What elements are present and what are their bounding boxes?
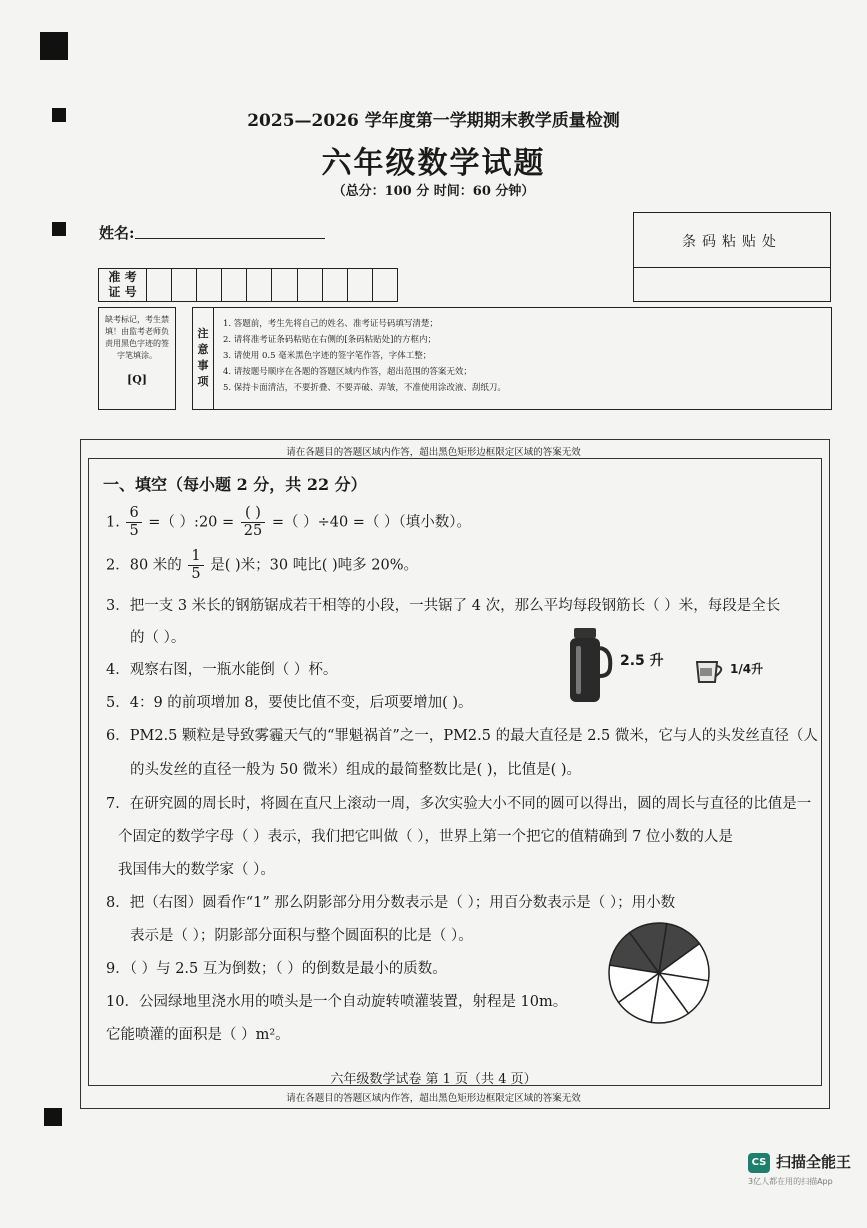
ticket-digit-cell[interactable] xyxy=(222,269,247,301)
ticket-digit-cell[interactable] xyxy=(247,269,272,301)
thermos-bottle-icon xyxy=(566,626,616,706)
ticket-digit-cell[interactable] xyxy=(272,269,297,301)
question-5: 5．4：9 的前项增加 8，要使比值不变，后项要增加( )。 xyxy=(106,695,473,711)
camscanner-tagline: 3亿人都在用的扫描App xyxy=(748,1177,833,1186)
ticket-digit-cell[interactable] xyxy=(373,269,397,301)
question-10-line-1: 10．公园绿地里浇水用的喷头是一个自动旋转喷灌装置，射程是 10m。 xyxy=(106,994,568,1010)
barcode-divider xyxy=(634,267,830,268)
exam-meta: （总分：100 分 时间：60 分钟） xyxy=(332,184,535,199)
bottle-volume-label: 2.5 升 xyxy=(620,653,664,669)
question-7-line-3: 我国伟大的数学家（ ）。 xyxy=(118,862,275,878)
notice-item: 4. 请按题号顺序在各题的答题区域内作答，超出范围的答案无效； xyxy=(223,367,472,377)
notice-item: 2. 请将准考证条码粘贴在右侧的[条码粘贴处]的方框内； xyxy=(223,335,436,345)
ticket-digit-cell[interactable] xyxy=(323,269,348,301)
question-6-line-2: 的头发丝的直径一般为 50 微米）组成的最简整数比是( )，比值是( )。 xyxy=(130,762,582,778)
ticket-digit-cell[interactable] xyxy=(298,269,323,301)
answer-area-warning-bottom: 请在各题目的答题区域内作答，超出黑色矩形边框限定区域的答案无效 xyxy=(286,1093,581,1104)
notice-item: 1. 答题前，考生先将自己的姓名、准考证号码填写清楚； xyxy=(223,319,438,329)
barcode-area xyxy=(633,212,831,302)
alignment-mark-3 xyxy=(44,1108,62,1126)
ticket-digit-cell[interactable] xyxy=(147,269,172,301)
ticket-digit-cell[interactable] xyxy=(197,269,222,301)
cup-icon xyxy=(694,656,730,686)
question-6-line-1: 6．PM2.5 颗粒是导致雾霾天气的“罪魁祸首”之一，PM2.5 的最大直径是 2.5 微米，它与人的头发丝直径（人 xyxy=(106,728,818,744)
cup-volume-label: 1/4升 xyxy=(730,662,764,676)
question-2: 2．80 米的 $\frac{1}{5}$ 是( )米；30 吨比( )吨多 20%。 xyxy=(106,548,418,582)
corner-mark-top-left xyxy=(40,32,68,60)
absent-mark-checkbox[interactable]: [Q] xyxy=(127,373,147,386)
page-footer: 六年级数学试卷 第 1 页（共 4 页） xyxy=(330,1072,537,1087)
name-field[interactable] xyxy=(135,238,325,239)
name-label: 姓名: xyxy=(99,224,135,242)
camscanner-logo: CS xyxy=(748,1153,770,1173)
notice-divider xyxy=(213,308,214,409)
absent-mark-box xyxy=(98,307,176,410)
question-7-line-2: 个固定的数学字母（ ）表示，我们把它叫做（ ），世界上第一个把它的值精确到 7 位小数的人是 xyxy=(118,829,733,845)
question-3-line-1: 3．把一支 3 米长的钢筋锯成若干相等的小段，一共锯了 4 次，那么平均每段钢筋长（ ）米，每段是全长 xyxy=(106,598,781,614)
question-7-line-1: 7．在研究圆的周长时，将圆在直尺上滚动一周，多次实验大小不同的圆可以得出，圆的周长与直径的比值是一 xyxy=(106,796,812,812)
question-4: 4．观察右图，一瓶水能倒（ ）杯。 xyxy=(106,662,338,678)
notice-label: 注意事项 xyxy=(197,327,209,388)
answer-area-warning-top: 请在各题目的答题区域内作答，超出黑色矩形边框限定区域的答案无效 xyxy=(286,447,581,458)
ticket-label: 准 考 证 号 xyxy=(99,269,147,301)
exam-title: 六年级数学试题 xyxy=(321,146,546,181)
notice-item: 3. 请使用 0.5 毫米黑色字迹的签字笔作答，字体工整； xyxy=(223,351,432,361)
question-10-line-2: 它能喷灌的面积是（ ）m²。 xyxy=(106,1027,290,1043)
notice-box xyxy=(192,307,832,410)
fraction: $\frac{6}{5}$ xyxy=(126,505,141,540)
pie-slices xyxy=(609,923,709,1023)
ticket-digit-cell[interactable] xyxy=(348,269,373,301)
question-3-line-2: 的（ ）。 xyxy=(130,630,186,646)
question-8-line-1: 8．把（右图）圆看作“1” 那么阴影部分用分数表示是（ ）；用百分数表示是（ ）；用小数 xyxy=(106,895,676,911)
absent-mark-text: 缺考标记，考生禁填！由监考老师负责用黑色字迹的签字笔填涂。 xyxy=(105,315,169,360)
question-8-line-2: 表示是（ ）；阴影部分面积与整个圆面积的比是（ ）。 xyxy=(130,928,473,944)
barcode-label: 条码粘贴处 xyxy=(682,234,782,250)
exam-subtitle: 2025—2026 学年度第一学期期末教学质量检测 xyxy=(247,111,620,131)
camscanner-name: 扫描全能王 xyxy=(776,1153,852,1171)
fraction: $\frac{1}{5}$ xyxy=(188,548,203,583)
question-9: 9．（ ）与 2.5 互为倒数；（ ）的倒数是最小的质数。 xyxy=(106,961,447,977)
notice-item: 5. 保持卡面清洁，不要折叠、不要弄破、弄皱，不准使用涂改液、刮纸刀。 xyxy=(223,383,506,393)
question-1: 1. $\frac{6}{5}$ =（ ）:20 = $\frac{( )}{25}$ =（ ）÷40 =（ ）（填小数）。 xyxy=(106,505,472,539)
alignment-mark-2 xyxy=(52,222,66,236)
fraction: $\frac{( )}{25}$ xyxy=(241,505,265,540)
shaded-circle-diagram xyxy=(606,920,712,1026)
ticket-number-grid xyxy=(98,268,398,302)
ticket-digit-cell[interactable] xyxy=(172,269,197,301)
notice-list xyxy=(223,316,506,396)
section-heading: 一、填空（每小题 2 分，共 22 分） xyxy=(103,475,367,494)
